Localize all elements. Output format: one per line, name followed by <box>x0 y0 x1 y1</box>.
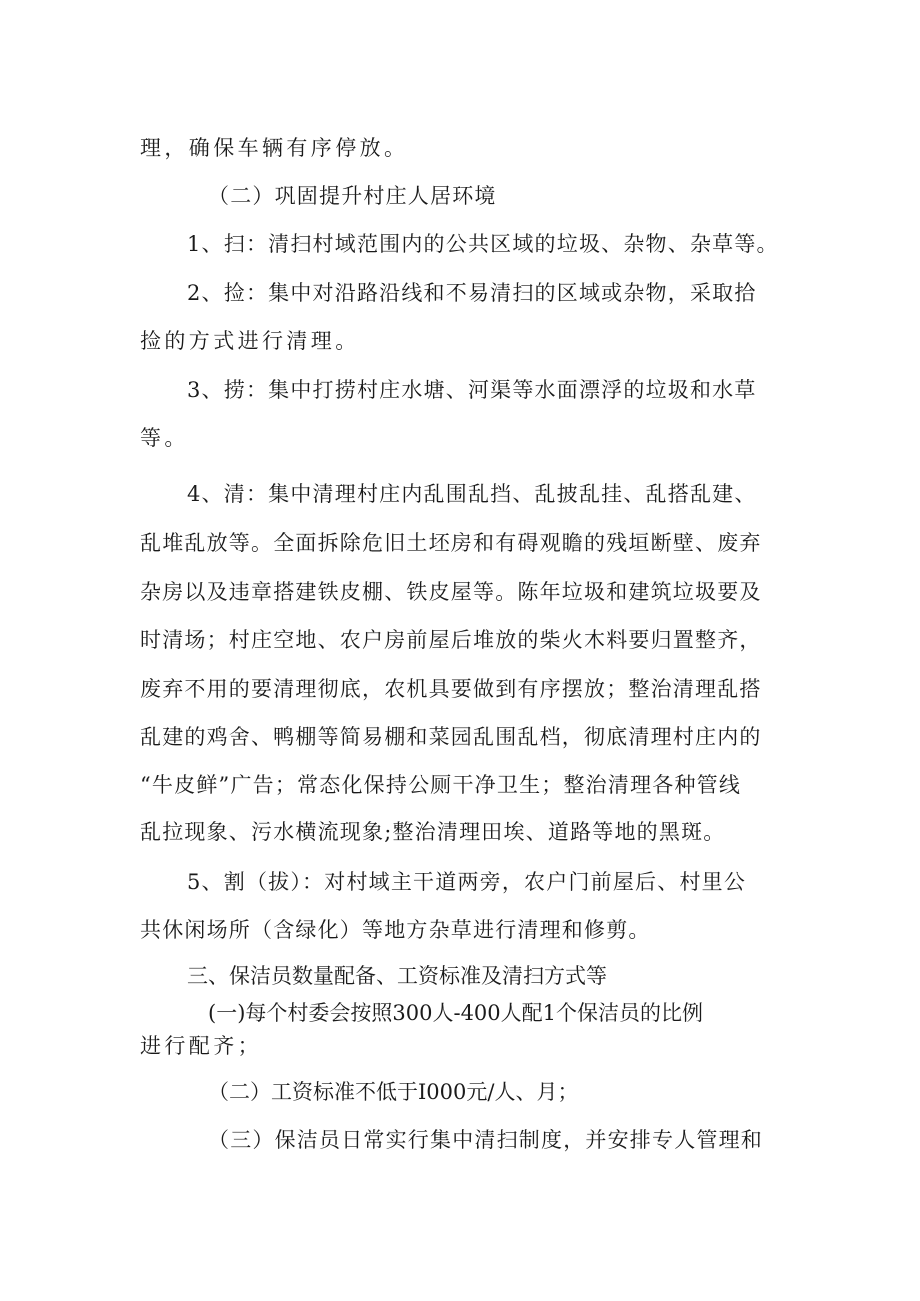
paragraph-line: 乱拉现象、污水横流现象;整治清理田埃、道路等地的黑斑。 <box>140 820 726 844</box>
paragraph-line: 共休闲场所（含绿化）等地方杂草进行清理和修剪。 <box>140 918 651 942</box>
paragraph-line: 等。 <box>140 426 189 450</box>
paragraph-line: 乱堆乱放等。全面拆除危旧土坯房和有碍观瞻的残垣断壁、废弃 <box>140 531 762 555</box>
paragraph-line: （三）保洁员日常实行集中清扫制度，并安排专人管理和 <box>208 1128 763 1152</box>
paragraph-line: “牛皮鲜”广告；常态化保持公厕干净卫生；整治清理各种管线 <box>140 773 742 797</box>
paragraph-line: 乱建的鸡舍、鸭棚等简易棚和菜园乱围乱档，彻底清理村庄内的 <box>140 725 762 749</box>
paragraph-line: 废弃不用的要清理彻底，农机具要做到有序摆放；整治清理乱搭 <box>140 677 762 701</box>
paragraph-line: 杂房以及违章搭建铁皮棚、铁皮屋等。陈年垃圾和建筑垃圾要及 <box>140 580 762 604</box>
paragraph-line: （二）工资标准不低于I000元/人、月； <box>208 1080 579 1104</box>
paragraph-line: 进行配齐； <box>140 1034 262 1058</box>
paragraph-line: 时清场；村庄空地、农户房前屋后堆放的柴火木料要归置整齐， <box>140 628 762 652</box>
paragraph-line: 3、捞：集中打捞村庄水塘、河渠等水面漂浮的垃圾和水草 <box>187 378 757 402</box>
paragraph-line: 1、扫：清扫村域范围内的公共区域的垃圾、杂物、杂草等。 <box>187 232 779 256</box>
paragraph-line: 2、捡：集中对沿路沿线和不易清扫的区域或杂物，采取拾 <box>187 281 757 305</box>
paragraph-line: (一)每个村委会按照300人-400人配1个保洁员的比例 <box>208 1001 704 1025</box>
paragraph-line: 捡的方式进行清理。 <box>140 329 360 353</box>
paragraph-line: 理，确保车辆有序停放。 <box>140 136 409 160</box>
section-heading: （二）巩固提升村庄人居环境 <box>208 184 497 208</box>
paragraph-line: 4、清：集中清理村庄内乱围乱挡、乱披乱挂、乱搭乱建、 <box>187 482 757 506</box>
paragraph-line: 5、割（拔）：对村域主干道两旁，农户门前屋后、村里公 <box>187 870 747 894</box>
section-heading: 三、保洁员数量配备、工资标准及清扫方式等 <box>187 964 607 988</box>
